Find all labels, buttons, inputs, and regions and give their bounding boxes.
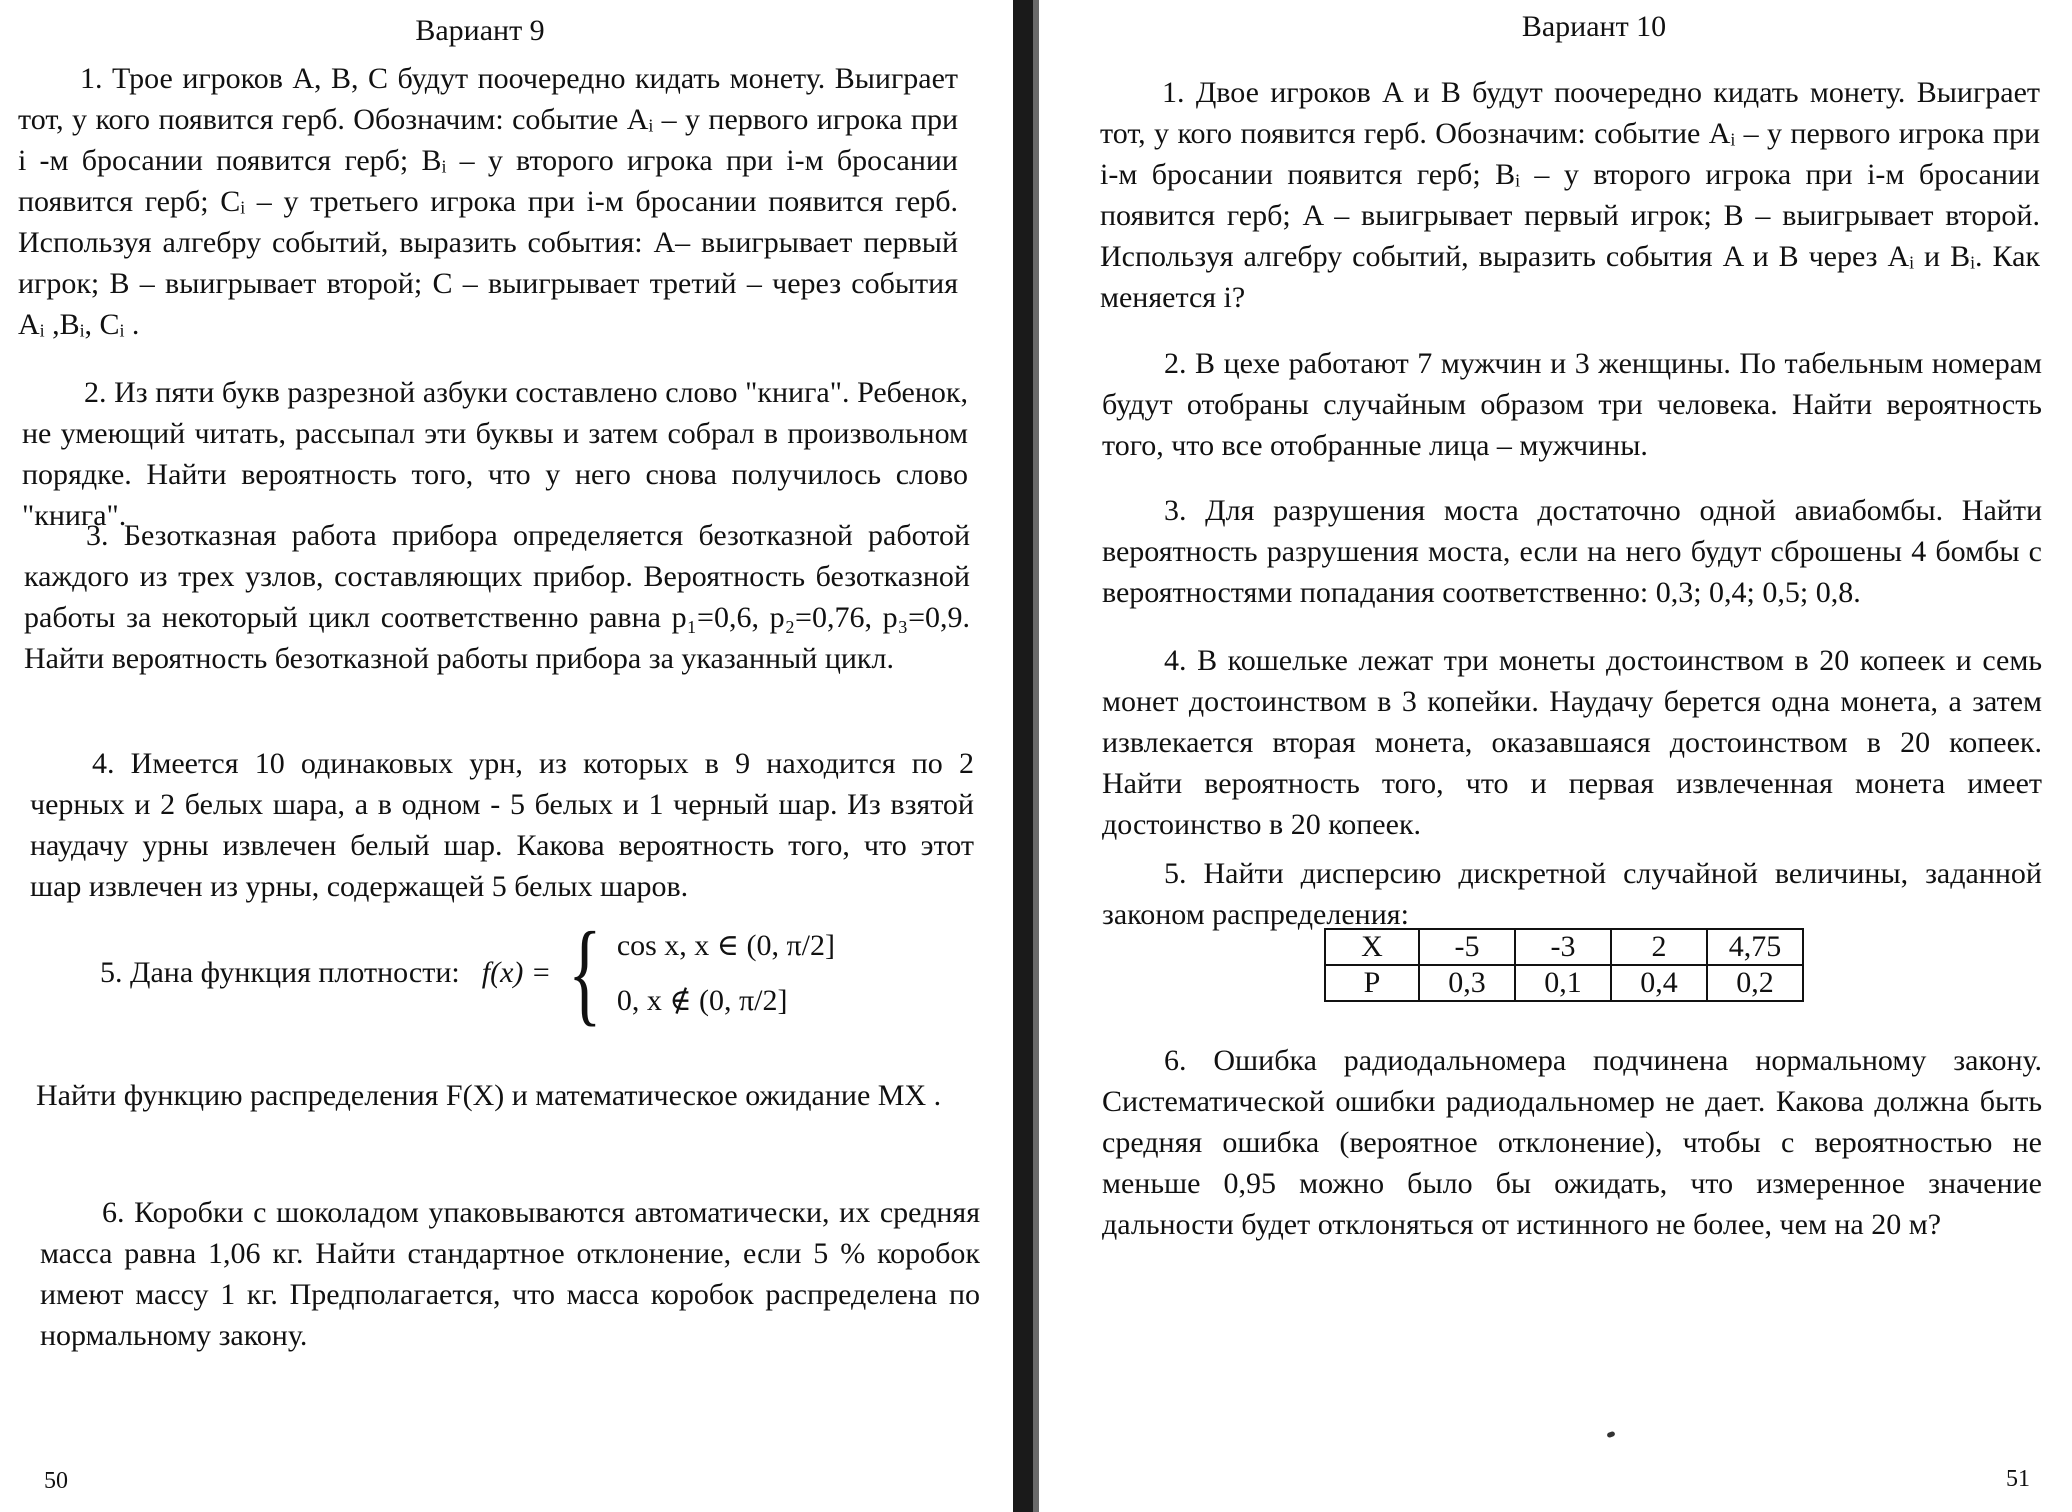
left-problem-1: 1. Трое игроков A, B, C будут поочередно кидать монету. Выиграет тот, у кого появится герб. Обозначим: событие Aᵢ – у первого игрока при i -м бросании появится герб; Bᵢ – у второго игрока при i-м бросании появится герб; Cᵢ – у третьего игрока при i-м бросании появится герб. Используя алгебру событий, выразить события: A– выигрывает первый игрок; B – выигрывает второй; C – выигрывает третий – через события Aᵢ ,Bᵢ, Cᵢ .: [18, 62, 958, 341]
page-number-left: 50: [44, 1468, 68, 1494]
density-function-formula: [100, 909, 835, 1037]
right-problem-6: 6. Ошибка радиодальномера подчинена нормальному закону. Систематической ошибки радиодальномер не дает. Какова должна быть средняя ошибка (вероятное отклонение), чтобы с вероятностью не меньше 0,95 можно было бы ожидать, что измеренное значение дальности будет отклоняться от истинного не более, чем на 20 м?: [1102, 1044, 2042, 1241]
page-gutter-edge: [1033, 0, 1039, 1512]
left-problem-2: 2. Из пяти букв разрезной азбуки составлено слово "книга". Ребенок, не умеющий читать, рассыпал эти буквы и затем собрал в произвольном порядке. Найти вероятность того, что у него снова получилось слово "книга".: [22, 376, 968, 532]
right-page: [1062, 0, 2072, 1512]
left-problem-3: 3. Безотказная работа прибора определяется безотказной работой каждого из трех узлов, составляющих прибор. Вероятность безотказной работы за некоторый цикл соответственно равна p₁=0,6, p₂=0,76, p₃=0,9. Найти вероятность безотказной работы прибора за указанный цикл.: [24, 519, 970, 675]
table-cell-x-2: -3: [1515, 929, 1611, 965]
right-problem-2: 2. В цехе работают 7 мужчин и 3 женщины. По табельным номерам будут отобраны случайным образом три человека. Найти вероятность того, что все отобранные лица – мужчины.: [1102, 347, 2042, 462]
variant-9-title: Вариант 9: [415, 14, 545, 47]
table-cell-p-4: 0,2: [1707, 965, 1803, 1001]
right-problem-3: 3. Для разрушения моста достаточно одной авиабомбы. Найти вероятность разрушения моста, если на него будут сброшены 4 бомбы с вероятностями попадания соответственно: 0,3; 0,4; 0,5; 0,8.: [1102, 494, 2042, 609]
ink-speck: [1606, 1431, 1615, 1438]
variant-10-title: Вариант 10: [1521, 10, 1667, 43]
right-problem-4: 4. В кошельке лежат три монеты достоинством в 20 копеек и семь монет достоинством в 3 копейки. Наудачу берется одна монета, а затем извлекается вторая монета, оказавшаяся достоинством в 20 копеек. Найти вероятность того, что и первая извлеченная монета имеет достоинство в 20 копеек.: [1102, 644, 2042, 841]
table-cell-p-label: P: [1325, 965, 1419, 1001]
table-cell-x-label: X: [1325, 929, 1419, 965]
table-row-x: [1325, 929, 1803, 965]
table-cell-x-1: -5: [1419, 929, 1515, 965]
right-problem-5: 5. Найти дисперсию дискретной случайной величины, заданной законом распределения:: [1102, 857, 2042, 931]
table-row-p: [1325, 965, 1803, 1001]
distribution-table: [1324, 928, 1804, 1002]
density-case-2: 0, x ∉ (0, π/2]: [616, 984, 788, 1017]
left-problem-5-continued: Найти функцию распределения F(X) и математическое ожидание MX .: [36, 1079, 942, 1112]
density-cases: [617, 928, 835, 1018]
right-problem-1: 1. Двое игроков A и B будут поочередно кидать монету. Выиграет тот, у кого появится герб. Обозначим: событие Aᵢ – у первого игрока при i-м бросании появится герб; Bᵢ – у второго игрока при i-м бросании появится герб; A – выигрывает первый игрок; B – выигрывает второй. Используя алгебру событий, выразить события A и B через Aᵢ и Bᵢ. Как меняется i?: [1100, 76, 2040, 314]
density-lhs: f(x) =: [481, 956, 552, 989]
density-label: 5. Дана функция плотности:: [100, 956, 460, 989]
left-page: [0, 0, 1010, 1512]
table-cell-p-3: 0,4: [1611, 965, 1707, 1001]
table-cell-p-1: 0,3: [1419, 965, 1515, 1001]
left-problem-4: 4. Имеется 10 одинаковых урн, из которых в 9 находится по 2 черных и 2 белых шара, а в одном - 5 белых и 1 черный шар. Из взятой наудачу урны извлечен белый шар. Какова вероятность того, что этот шар извлечен из урны, содержащей 5 белых шаров.: [30, 747, 974, 903]
table-cell-x-4: 4,75: [1707, 929, 1803, 965]
page-number-right: 51: [2006, 1466, 2030, 1492]
table-cell-x-3: 2: [1611, 929, 1707, 965]
table-cell-p-2: 0,1: [1515, 965, 1611, 1001]
page-gutter-shadow: [1013, 0, 1033, 1512]
curly-brace-icon: {: [568, 909, 602, 1037]
density-case-1: cos x, x ∈ (0, π/2]: [616, 929, 835, 962]
left-problem-6: 6. Коробки с шоколадом упаковываются автоматически, их средняя масса равна 1,06 кг. Найти стандартное отклонение, если 5 % коробок имеют массу 1 кг. Предполагается, что масса коробок распределена по нормальному закону.: [40, 1196, 980, 1352]
